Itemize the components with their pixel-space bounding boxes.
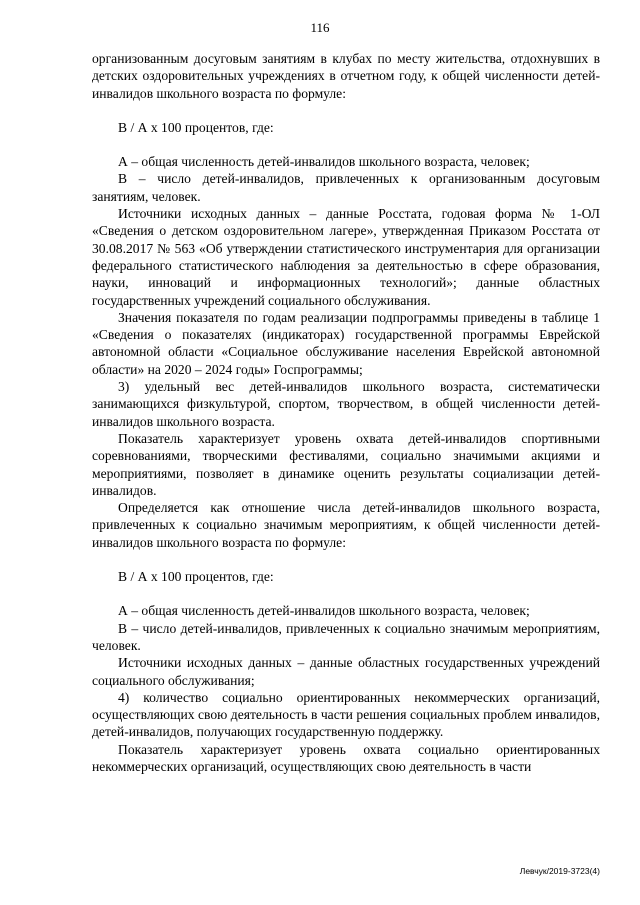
- paragraph: В – число детей-инвалидов, привлеченных к социально значимым мероприятиям, человек.: [92, 620, 600, 653]
- paragraph: Источники исходных данных – данные областных государственных учреждений социального обслуживания;: [92, 655, 600, 688]
- paragraph: 4) количество социально ориентированных некоммерческих организаций, осуществляющих свою деятельность в части решения социальных проблем инвалидов, детей-инвалидов, получающих государственную поддержку.: [92, 689, 600, 740]
- paragraph: 3) удельный вес детей-инвалидов школьного возраста, систематически занимающихся физкультурой, спортом, творчеством, в общей численности детей-инвалидов школьного возраста.: [92, 379, 600, 429]
- paragraph: Показатель характеризует уровень охвата социально ориентированных некоммерческих организаций, осуществляющих свою деятельность в части: [92, 741, 600, 774]
- page-number: 116: [310, 20, 330, 35]
- paragraph: В – число детей-инвалидов, привлеченных к организованным досуговым занятиям, человек.: [92, 171, 600, 204]
- document-footer-code: Левчук/2019-3723(4): [519, 866, 600, 876]
- paragraph: А – общая численность детей-инвалидов школьного возраста, человек;: [118, 603, 530, 619]
- paragraph: организованным досуговым занятиям в клубах по месту жительства, отдохнувших в детских оздоровительных учреждениях в отчетном году, к общей численности детей-инвалидов школьного возраста по формуле:: [92, 51, 600, 101]
- formula-line: В / А х 100 процентов, где:: [118, 119, 274, 135]
- paragraph: А – общая численность детей-инвалидов школьного возраста, человек;: [118, 154, 530, 170]
- paragraph: Определяется как отношение числа детей-инвалидов школьного возраста, привлеченных к социально значимым мероприятиям, к общей численности детей-инвалидов школьного возраста по формуле:: [92, 500, 600, 550]
- formula-line: В / А х 100 процентов, где:: [118, 569, 274, 585]
- document-body: [92, 50, 600, 775]
- paragraph: Показатель характеризует уровень охвата детей-инвалидов спортивными соревнованиями, творческими фестивалями, социально значимыми акциями и мероприятиями, позволяет в динамике оценить результаты социализации детей-инвалидов.: [92, 430, 600, 498]
- paragraph: Значения показателя по годам реализации подпрограммы приведены в таблице 1 «Сведения о показателях (индикаторах) государственной программы Еврейской автономной области «Социальное обслуживание населения Еврейской автономной области» на 2020 – 2024 годы» Госпрограммы;: [92, 309, 600, 377]
- paragraph: Источники исходных данных – данные Росстата, годовая форма № 1-ОЛ «Сведения о детском оздоровительном лагере», утвержденная Приказом Росстата от 30.08.2017 № 563 «Об утверждении статистического инструментария для организации федерального статистического наблюдения за деятельностью в сфере образования, науки, инноваций и информационных технологий»; данные областных государственных учреждений социального обслуживания.: [92, 206, 600, 308]
